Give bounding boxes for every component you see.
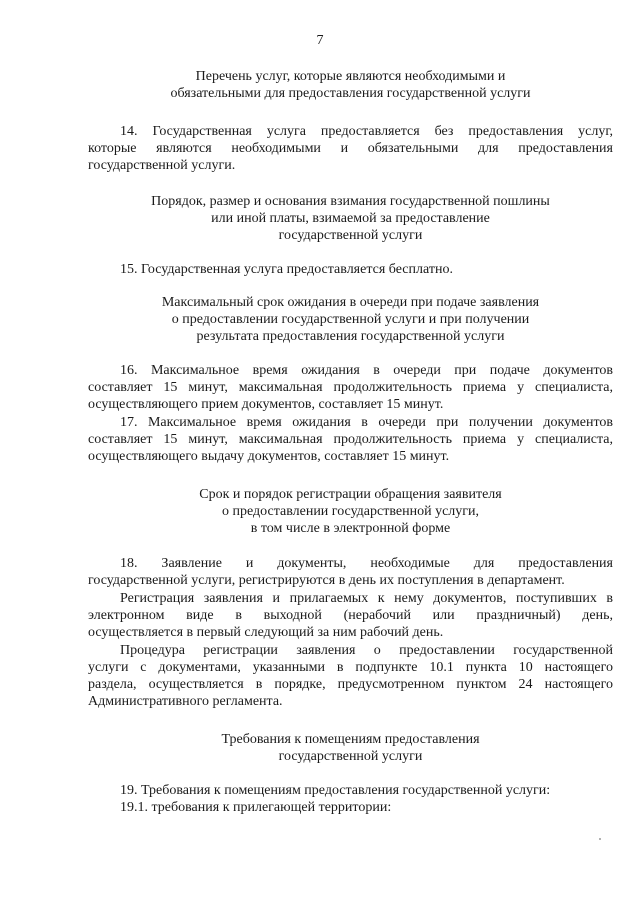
heading-line: результата предоставления государственной услуги xyxy=(196,329,505,344)
paragraph-line: 14. Государственная услуга предоставляется без предоставления услуг, xyxy=(120,124,613,139)
paragraph-line: раздела, осуществляется в порядке, предусмотренном пунктом 24 настоящего xyxy=(88,677,613,692)
page-number: 7 xyxy=(316,33,324,48)
paragraph-line: осуществляющего прием документов, составляет 15 минут. xyxy=(88,397,444,412)
heading-line: Требования к помещениям предоставления xyxy=(221,732,480,747)
paragraph-line: Административного регламента. xyxy=(88,694,283,709)
paragraph-18-procedure xyxy=(88,642,613,710)
heading-line: Порядок, размер и основания взимания государственной пошлины xyxy=(151,194,550,209)
paragraph-17 xyxy=(88,414,613,465)
paragraph-line: 16. Максимальное время ожидания в очереди при подаче документов xyxy=(120,363,613,378)
section-heading-waiting-time xyxy=(88,294,613,345)
paragraph-18 xyxy=(88,555,613,589)
section-heading-fees xyxy=(88,193,613,244)
heading-line: Перечень услуг, которые являются необходимыми и xyxy=(195,69,506,84)
paragraph-15 xyxy=(88,261,613,278)
paragraph-line: 18. Заявление и документы, необходимые для предоставления xyxy=(120,556,613,571)
paragraph-line: Регистрация заявления и прилагаемых к нему документов, поступивших в xyxy=(120,591,613,606)
paragraph-16 xyxy=(88,362,613,413)
heading-line: государственной услуги xyxy=(278,749,423,764)
scan-speck xyxy=(599,838,601,840)
paragraph-line: государственной услуги. xyxy=(88,158,236,173)
paragraph-line: осуществляется в первый следующий за ним рабочий день. xyxy=(88,625,444,640)
paragraph-19 xyxy=(88,782,613,816)
paragraph-line: осуществляющего выдачу документов, составляет 15 минут. xyxy=(88,449,450,464)
heading-line: Максимальный срок ожидания в очереди при подаче заявления xyxy=(161,295,540,310)
paragraph-18-electronic-registration xyxy=(88,590,613,641)
heading-line: обязательными для предоставления государственной услуги xyxy=(170,86,531,101)
section-heading-required-services xyxy=(88,68,613,102)
paragraph-line: 17. Максимальное время ожидания в очереди при получении документов xyxy=(120,415,613,430)
heading-line: или иной платы, взимаемой за предоставление xyxy=(211,211,490,226)
paragraph-line: составляет 15 минут, максимальная продолжительность приема у специалиста, xyxy=(88,380,613,395)
heading-line: государственной услуги xyxy=(278,228,423,243)
paragraph-line: 19.1. требования к прилегающей территории: xyxy=(120,800,392,815)
paragraph-line: которые являются необходимыми и обязательными для предоставления xyxy=(88,141,613,156)
heading-line: в том числе в электронной форме xyxy=(250,521,451,536)
paragraph-line: составляет 15 минут, максимальная продолжительность приема у специалиста, xyxy=(88,432,613,447)
paragraph-line: 15. Государственная услуга предоставляется бесплатно. xyxy=(120,262,453,277)
paragraph-line: Процедура регистрации заявления о предоставлении государственной xyxy=(120,643,613,658)
heading-line: о предоставлении государственной услуги и при получении xyxy=(171,312,530,327)
heading-line: Срок и порядок регистрации обращения заявителя xyxy=(199,487,502,502)
paragraph-line: 19. Требования к помещениям предоставления государственной услуги: xyxy=(120,783,551,798)
section-heading-premises xyxy=(88,731,613,765)
paragraph-14 xyxy=(88,123,613,174)
paragraph-line: государственной услуги, регистрируются в день их поступления в департамент. xyxy=(88,573,565,588)
paragraph-line: электронном виде в выходной (нерабочий или праздничный) день, xyxy=(88,608,613,623)
heading-line: о предоставлении государственной услуги, xyxy=(221,504,480,519)
section-heading-registration xyxy=(88,486,613,537)
paragraph-line: услуги с документами, указанными в подпункте 10.1 пункта 10 настоящего xyxy=(88,660,613,675)
